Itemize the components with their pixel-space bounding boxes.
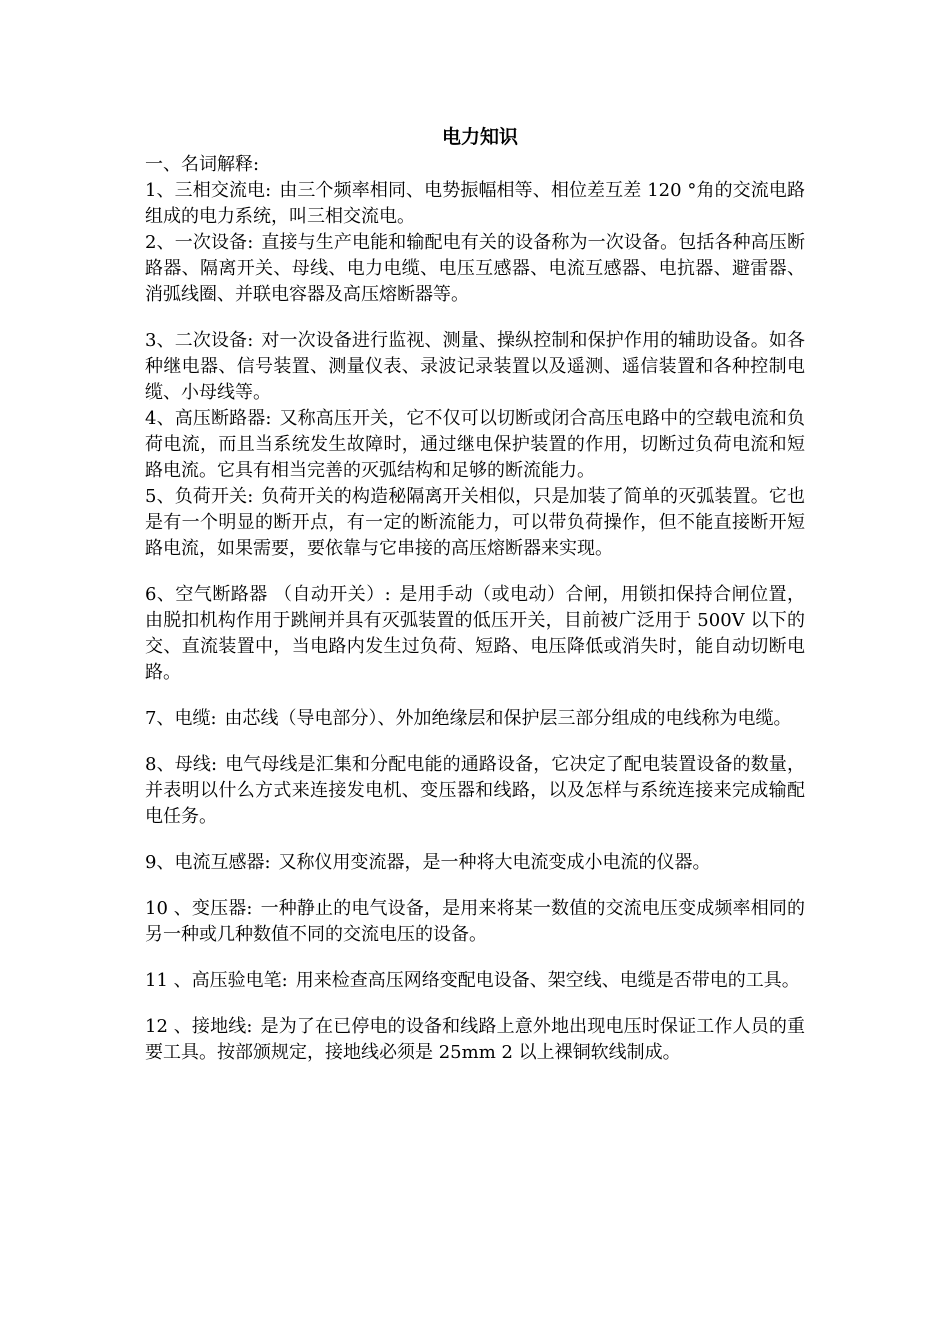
- entry-definition: 又称高压开关，它不仅可以切断或闭合高压电路中的空载电流和负荷电流，而且当系统发生故障时，通过继电保护装置的作用，切断过负荷电流和短路电流。它具有相当完善的灭弧结构和足够的断流能力。: [145, 408, 805, 481]
- entry-term: 1、三相交流电:: [145, 180, 272, 201]
- document-page: [145, 122, 805, 1066]
- entry-term: 10 、变压器:: [145, 898, 253, 919]
- entry-definition: 电气母线是汇集和分配电能的通路设备，它决定了配电装置设备的数量，并表明以什么方式来连接发电机、变压器和线路，以及怎样与系统连接来完成输配电任务。: [145, 754, 805, 827]
- definition-entry-2: [145, 230, 805, 308]
- entry-term: 5、负荷开关:: [145, 486, 254, 507]
- entry-term: 4、高压断路器:: [145, 408, 272, 429]
- definition-entry-3: [145, 328, 805, 406]
- definition-entry-7: [145, 706, 805, 732]
- entry-definition: 用来检查高压网络变配电设备、架空线、电缆是否带电的工具。: [295, 970, 800, 991]
- section-heading: 一、名词解释:: [145, 154, 260, 175]
- entry-term: 11 、高压验电笔:: [145, 970, 288, 991]
- definition-entry-6: [145, 582, 805, 686]
- definition-entry-5: [145, 484, 805, 562]
- entry-definition: 一种静止的电气设备，是用来将某一数值的交流电压变成频率相同的另一种或几种数值不同的交流电压的设备。: [145, 898, 805, 945]
- entry-definition: 又称仪用变流器，是一种将大电流变成小电流的仪器。: [278, 852, 711, 873]
- entry-term: 7、电缆:: [145, 708, 217, 729]
- entry-definition: 是为了在已停电的设备和线路上意外地出现电压时保证工作人员的重要工具。按部颁规定，接地线必须是 25mm 2 以上裸铜软线制成。: [145, 1016, 805, 1063]
- entry-definition: 直接与生产电能和输配电有关的设备称为一次设备。包括各种高压断路器、隔离开关、母线、电力电缆、电压互感器、电流互感器、电抗器、避雷器、消弧线圈、并联电容器及高压熔断器等。: [145, 232, 805, 305]
- entry-definition: 由三个频率相同、电势振幅相等、相位差互差 120 °角的交流电路组成的电力系统，叫三相交流电。: [145, 180, 805, 227]
- definition-entry-12: [145, 1014, 805, 1066]
- entry-definition: 对一次设备进行监视、测量、操纵控制和保护作用的辅助设备。如各种继电器、信号装置、测量仪表、录波记录装置以及遥测、遥信装置和各种控制电缆、小母线等。: [145, 330, 805, 403]
- document-title: 电力知识: [441, 126, 518, 148]
- entry-term: 8、母线:: [145, 754, 218, 775]
- entry-term: 9、电流互感器:: [145, 852, 271, 873]
- entry-term: 6、空气断路器 （自动开关）:: [145, 584, 391, 605]
- entry-term: 12 、接地线:: [145, 1016, 253, 1037]
- definition-entry-10: [145, 896, 805, 948]
- definition-entry-1: [145, 178, 805, 230]
- definition-entry-8: [145, 752, 805, 830]
- entry-term: 2、一次设备:: [145, 232, 254, 253]
- entry-definition: 由芯线（导电部分）、外加绝缘层和保护层三部分组成的电线称为电缆。: [224, 708, 792, 729]
- definition-entry-4: [145, 406, 805, 484]
- entry-definition: 负荷开关的构造秘隔离开关相似，只是加装了简单的灭弧装置。它也是有一个明显的断开点，有一定的断流能力，可以带负荷操作，但不能直接断开短路电流，如果需要，要依靠与它串接的高压熔断器来实现。: [145, 486, 805, 559]
- definition-entry-11: [145, 968, 805, 994]
- entry-term: 3、二次设备:: [145, 330, 254, 351]
- definition-entry-9: [145, 850, 805, 876]
- entry-definition: 是用手动（或电动）合闸，用锁扣保持合闸位置，由脱扣机构作用于跳闸并具有灭弧装置的低压开关，目前被广泛用于 500V 以下的交、直流装置中，当电路内发生过负荷、短路、电压降低或消失时，能自动切断电路。: [145, 584, 805, 683]
